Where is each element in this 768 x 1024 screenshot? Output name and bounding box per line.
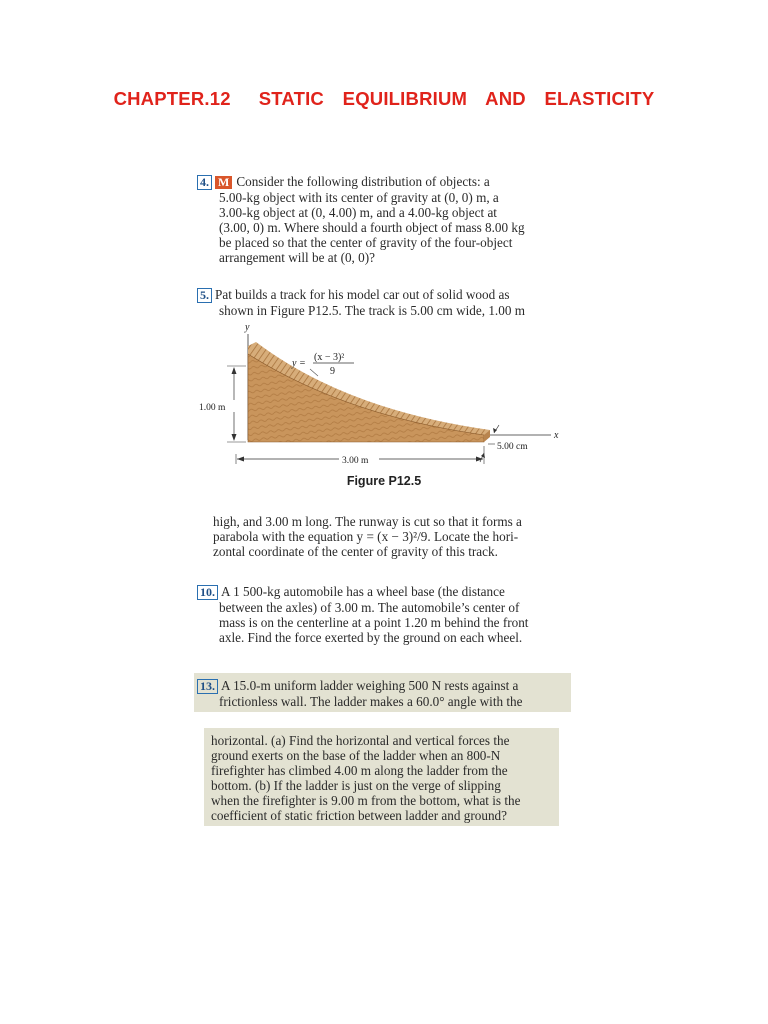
problem-5-text: zontal coordinate of the center of gravity of this track. — [213, 544, 498, 560]
problem-13-text: coefficient of static friction between ladder and ground? — [211, 808, 507, 824]
equation-numerator: (x − 3)² — [314, 352, 345, 363]
problem-4-line-1 — [197, 174, 567, 190]
problem-5 — [197, 287, 567, 318]
problem-10-text: between the axles) of 3.00 m. The automobile’s center of — [219, 600, 520, 615]
problem-4-text: 3.00-kg object at (0, 4.00) m, and a 4.00-kg object at — [219, 205, 497, 221]
problem-5-text: parabola with the equation y = (x − 3)²/9. Locate the hori- — [213, 529, 519, 545]
problem-13-continuation — [211, 733, 555, 824]
problem-10-number: 10. — [197, 585, 218, 600]
problem-10-text: mass is on the centerline at a point 1.20 m behind the front — [219, 615, 529, 631]
problem-4 — [197, 174, 567, 265]
length-label: 3.00 m — [342, 456, 369, 466]
problem-13-text: ground exerts on the base of the ladder when an 800-N — [211, 748, 501, 764]
problem-5-text: Pat builds a track for his model car out of solid wood as — [215, 287, 510, 302]
problem-4-text: Consider the following distribution of objects: a — [236, 174, 490, 189]
problem-5-number: 5. — [197, 288, 212, 303]
problem-13-text: bottom. (b) If the ladder is just on the verge of slipping — [211, 778, 501, 794]
figure-caption: Figure P12.5 — [346, 474, 422, 488]
problem-13-text: horizontal. (a) Find the horizontal and vertical forces the — [211, 733, 510, 748]
width-label: 5.00 cm — [497, 442, 528, 452]
problem-5-continuation — [213, 514, 565, 559]
problem-10-line-1 — [197, 584, 567, 600]
track-diagram — [196, 318, 576, 478]
problem-13-text: when the firefighter is 9.00 m from the bottom, what is the — [211, 793, 521, 809]
problem-13-line-1 — [197, 678, 567, 694]
problem-5-text: shown in Figure P12.5. The track is 5.00 cm wide, 1.00 m — [219, 303, 525, 318]
problem-13-text: A 15.0-m uniform ladder weighing 500 N rests against a — [221, 678, 519, 693]
media-badge: M — [215, 176, 232, 189]
problem-13-number: 13. — [197, 679, 218, 694]
problem-5-text: high, and 3.00 m long. The runway is cut so that it forms a — [213, 514, 522, 529]
figure-p12-5 — [196, 318, 576, 493]
problem-4-text: (3.00, 0) m. Where should a fourth object of mass 8.00 kg — [219, 220, 525, 236]
problem-4-text: arrangement will be at (0, 0)? — [219, 250, 375, 266]
equation-lhs: y = — [292, 358, 306, 369]
equation-leader — [310, 369, 318, 376]
problem-10 — [197, 584, 567, 645]
x-axis-label: x — [554, 430, 559, 441]
chapter-title: CHAPTER.12 STATIC EQUILIBRIUM AND ELASTICITY — [113, 88, 655, 109]
problem-4-text: be placed so that the center of gravity of the four-object — [219, 235, 513, 251]
problem-13-text: firefighter has climbed 4.00 m along the ladder from the — [211, 763, 508, 779]
problem-4-text: 5.00-kg object with its center of gravity at (0, 0) m, a — [219, 190, 499, 205]
problem-13 — [197, 678, 567, 709]
problem-4-number: 4. — [197, 175, 212, 190]
height-label: 1.00 m — [199, 403, 226, 413]
equation-denominator: 9 — [330, 366, 335, 377]
problem-10-text: axle. Find the force exerted by the ground on each wheel. — [219, 630, 523, 646]
y-axis-label: y — [245, 322, 250, 333]
problem-10-text: A 1 500-kg automobile has a wheel base (the distance — [221, 584, 505, 599]
problem-13-text: frictionless wall. The ladder makes a 60.0° angle with the — [219, 694, 523, 709]
problem-5-line-1 — [197, 287, 567, 303]
